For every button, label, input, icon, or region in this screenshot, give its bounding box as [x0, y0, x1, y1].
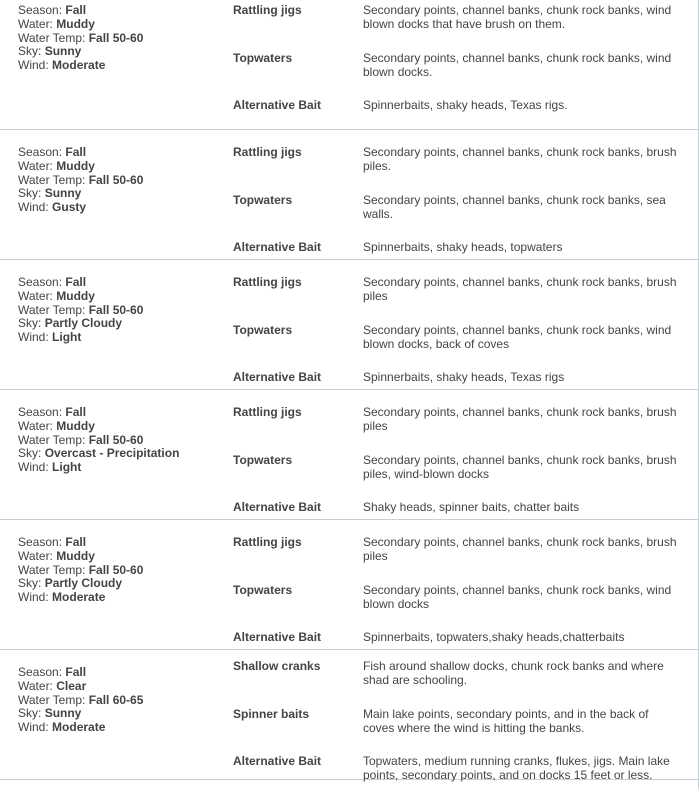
condition-line — [18, 694, 218, 708]
bait-name: Alternative Bait — [233, 240, 322, 254]
bait-location: Spinnerbaits, shaky heads, Texas rigs. — [363, 98, 568, 112]
condition-value: Sunny — [44, 706, 82, 721]
condition-value: Overcast - Precipitation — [44, 446, 180, 461]
bait-name: Alternative Bait — [233, 370, 322, 384]
bait-location: Secondary points, channel banks, chunk rock banks, sea walls. — [363, 193, 666, 221]
condition-label: Water: — [18, 288, 53, 303]
bait-name: Alternative Bait — [233, 630, 322, 644]
condition-label: Sky: — [18, 316, 42, 331]
bait-name: Shallow cranks — [233, 659, 321, 673]
condition-line — [18, 536, 218, 550]
bait-location: Spinnerbaits, shaky heads, topwaters — [363, 240, 563, 254]
condition-value: Moderate — [52, 590, 106, 605]
condition-label: Water: — [18, 418, 53, 433]
bait-location: Fish around shallow docks, chunk rock banks and where shad are schooling. — [363, 659, 664, 687]
condition-label: Season: — [18, 275, 63, 289]
condition-label: Season: — [18, 535, 63, 549]
bait-location: Spinnerbaits, topwaters,shaky heads,chatterbaits — [363, 630, 625, 644]
table-row — [0, 650, 698, 780]
condition-line — [18, 160, 218, 174]
condition-value: Fall — [65, 535, 87, 549]
bait-location: Secondary points, channel banks, chunk rock banks, brush piles — [363, 275, 677, 303]
conditions-cell — [18, 146, 218, 215]
bait-name: Rattling jigs — [233, 3, 302, 17]
condition-line — [18, 317, 218, 331]
table-row — [0, 390, 698, 520]
condition-label: Season: — [18, 145, 63, 159]
condition-line — [18, 4, 218, 18]
bait-location: Secondary points, channel banks, chunk rock banks, brush piles — [363, 405, 677, 433]
conditions-cell — [18, 666, 218, 735]
condition-value: Fall 50-60 — [88, 562, 144, 577]
condition-label: Water: — [18, 158, 53, 173]
condition-line — [18, 45, 218, 59]
condition-line — [18, 591, 218, 605]
bait-name: Topwaters — [233, 51, 293, 65]
bait-name: Rattling jigs — [233, 405, 302, 419]
condition-line — [18, 59, 218, 73]
condition-value: Partly Cloudy — [44, 576, 123, 591]
condition-line — [18, 721, 218, 735]
condition-label: Wind: — [18, 590, 49, 605]
condition-value: Fall 50-60 — [88, 432, 144, 447]
condition-value: Fall — [65, 145, 87, 159]
condition-line — [18, 577, 218, 591]
condition-line — [18, 276, 218, 290]
condition-value: Fall — [65, 3, 87, 17]
conditions-cell — [18, 276, 218, 345]
bait-location: Topwaters, medium running cranks, flukes, jigs. Main lake points, secondary points, and on docks 15 feet or less. — [363, 754, 670, 782]
bait-name: Rattling jigs — [233, 275, 302, 289]
condition-value: Muddy — [56, 288, 95, 303]
condition-line — [18, 32, 218, 46]
bait-name: Alternative Bait — [233, 754, 322, 768]
condition-label: Sky: — [18, 706, 42, 721]
condition-line — [18, 550, 218, 564]
condition-label: Season: — [18, 405, 63, 419]
bait-name: Rattling jigs — [233, 145, 302, 159]
condition-value: Partly Cloudy — [44, 316, 123, 331]
condition-line — [18, 201, 218, 215]
bait-location: Secondary points, channel banks, chunk rock banks, wind blown docks — [363, 583, 672, 611]
condition-label: Sky: — [18, 44, 42, 59]
condition-line — [18, 666, 218, 680]
condition-label: Water Temp: — [18, 30, 86, 45]
condition-value: Fall — [65, 275, 87, 289]
condition-label: Season: — [18, 3, 63, 17]
condition-line — [18, 304, 218, 318]
condition-value: Moderate — [52, 58, 106, 73]
condition-label: Water Temp: — [18, 432, 86, 447]
bait-name: Spinner baits — [233, 707, 310, 721]
condition-line — [18, 680, 218, 694]
condition-value: Light — [52, 330, 82, 345]
condition-value: Fall 50-60 — [88, 30, 144, 45]
condition-label: Water: — [18, 678, 53, 693]
condition-line — [18, 434, 218, 448]
condition-label: Water Temp: — [18, 172, 86, 187]
bait-location: Secondary points, channel banks, chunk rock banks, brush piles. — [363, 145, 677, 173]
bait-location: Secondary points, channel banks, chunk rock banks, wind blown docks. — [363, 51, 672, 79]
bait-location: Secondary points, channel banks, chunk rock banks, brush piles — [363, 535, 677, 563]
bait-name: Topwaters — [233, 453, 293, 467]
condition-label: Wind: — [18, 720, 49, 735]
condition-line — [18, 331, 218, 345]
condition-label: Water Temp: — [18, 692, 86, 707]
condition-label: Water: — [18, 548, 53, 563]
condition-label: Wind: — [18, 58, 49, 73]
conditions-cell — [18, 406, 218, 475]
condition-line — [18, 290, 218, 304]
condition-line — [18, 461, 218, 475]
condition-label: Water Temp: — [18, 562, 86, 577]
condition-line — [18, 18, 218, 32]
condition-value: Muddy — [56, 16, 95, 31]
conditions-cell — [18, 4, 218, 73]
conditions-cell — [18, 536, 218, 605]
bait-location: Spinnerbaits, shaky heads, Texas rigs — [363, 370, 565, 384]
condition-line — [18, 707, 218, 721]
condition-line — [18, 447, 218, 461]
condition-value: Fall — [65, 665, 87, 679]
bait-location: Secondary points, channel banks, chunk rock banks, wind blown docks that have brush on them. — [363, 3, 672, 31]
bait-location: Secondary points, channel banks, chunk rock banks, brush piles, wind-blown docks — [363, 453, 677, 481]
table-row — [0, 130, 698, 260]
condition-line — [18, 146, 218, 160]
condition-line — [18, 174, 218, 188]
condition-label: Sky: — [18, 576, 42, 591]
condition-value: Moderate — [52, 720, 106, 735]
bait-name: Alternative Bait — [233, 98, 322, 112]
condition-value: Clear — [56, 678, 87, 693]
condition-line — [18, 187, 218, 201]
condition-label: Water: — [18, 16, 53, 31]
bait-location: Main lake points, secondary points, and in the back of coves where the wind is hitting the banks. — [363, 707, 649, 735]
bait-name: Topwaters — [233, 193, 293, 207]
condition-label: Season: — [18, 665, 63, 679]
table-row — [0, 520, 698, 650]
condition-value: Light — [52, 460, 82, 475]
condition-value: Fall 60-65 — [88, 692, 144, 707]
condition-label: Wind: — [18, 200, 49, 215]
table-row — [0, 0, 698, 130]
bait-name: Topwaters — [233, 583, 293, 597]
table-row — [0, 260, 698, 390]
condition-value: Fall 50-60 — [88, 172, 144, 187]
condition-label: Sky: — [18, 446, 42, 461]
condition-value: Fall — [65, 405, 87, 419]
condition-value: Fall 50-60 — [88, 302, 144, 317]
condition-value: Sunny — [44, 44, 82, 59]
bait-location: Shaky heads, spinner baits, chatter baits — [363, 500, 580, 514]
bait-name: Topwaters — [233, 323, 293, 337]
condition-label: Sky: — [18, 186, 42, 201]
condition-label: Water Temp: — [18, 302, 86, 317]
bait-name: Rattling jigs — [233, 535, 302, 549]
condition-line — [18, 406, 218, 420]
condition-line — [18, 564, 218, 578]
condition-label: Wind: — [18, 460, 49, 475]
condition-value: Sunny — [44, 186, 82, 201]
condition-value: Muddy — [56, 548, 95, 563]
condition-value: Gusty — [52, 200, 87, 215]
condition-value: Muddy — [56, 418, 95, 433]
bait-location: Secondary points, channel banks, chunk rock banks, wind blown docks, back of coves — [363, 323, 672, 351]
bait-name: Alternative Bait — [233, 500, 322, 514]
condition-line — [18, 420, 218, 434]
condition-value: Muddy — [56, 158, 95, 173]
condition-label: Wind: — [18, 330, 49, 345]
